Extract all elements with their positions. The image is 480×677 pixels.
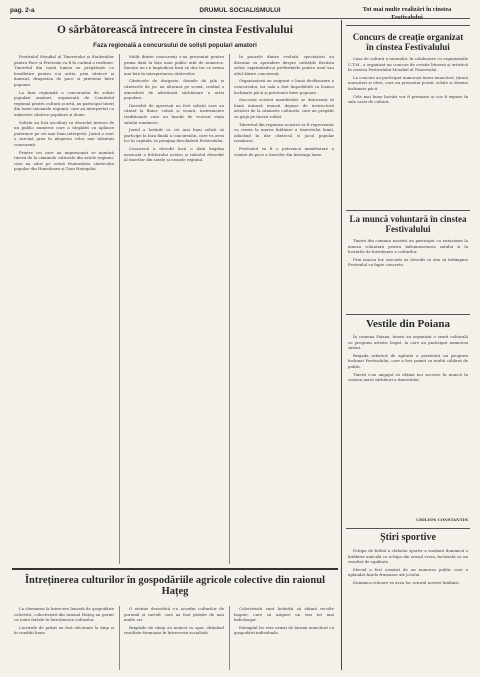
sidebar-article-1-body: Casa de cultură a raionului, în colaborare cu organizațiile U.T.M., a organizat un concurs de creație literară și artistică în cinstea Festivalului Mondial al Tineretului. La concurs au participat numeroși tineri muncitori, țărani muncitori și elevi, care au prezentat poezii, schițe și desene închinate păcii. Cele mai bune lucrări vor fi premiate și vor fi expuse în sala casei de cultură. — [348, 56, 468, 105]
sidebar-article-4-title: Știri sportive — [380, 532, 436, 543]
bottom-article-column-3: Colectiviștii sunt hotărâți să obțină recolte bogate, care să asigure un trai tot mai îmbelșugat. Exemplul lor este urmat de țăranii muncitori cu gospodării individuale. — [234, 606, 334, 636]
sidebar-article-1-title: Concurs de creație organizat în cinstea Festivalului — [352, 32, 464, 52]
bottom-article-column-2: O atenție deosebită s-a acordat culturilor de porumb și cartofi, care au fost prășite de mai multe ori. Brigăzile de câmp au muncit cu spor, obținând rezultate frumoase în întrecerea socialistă. — [124, 606, 224, 636]
column-divider — [119, 606, 120, 670]
sidebar-heading: Tot mai multe realizări în cinstea Festivalului — [362, 6, 452, 21]
newspaper-name: DRUMUL SOCIALISMULUI — [199, 7, 281, 14]
sidebar-rule — [346, 314, 470, 315]
bottom-article-title: Întreținerea culturilor în gospodăriile agricole colective din raionul Hațeg — [24, 575, 326, 597]
sidebar-article-3-title: Vestile din Poiana — [366, 318, 450, 330]
main-article-column-1: Festivalul Mondial al Tineretului și Studenților pentru Pace și Prietenie va fi în curând o realitate. Tineretul din toată lumea se pregătește cu însuflețire pentru a-și arăta, prin cântece și dansuri, dragostea de pace și prietenie între popoare. La faza regională a concursului de soliști populari amatori, organizată de Comitetul regional pentru cultură și artă, au participat tineri din toate raioanele regiunii, care au interpretat cu măiestrie cântece populare și doine. Soliștii au fost ascultați cu deosebit interes de un public numeros care a răsplătit cu aplauze puternice pe cei mai buni interpreți. Juriul a avut o sarcină grea în alegerea celor mai talentați concurenți. Printre cei care au impresionat se numără tinerii de la căminele culturale din satele regiunii, care au adus pe scenă frumusețea cântecului popular din Hunedoara și Țara Hațegului. — [14, 54, 114, 172]
sidebar-rule — [346, 528, 470, 529]
main-article-title: O sărbătorească întrecere în cinstea Festivalului — [56, 24, 294, 36]
main-article-subtitle: Faza regională a concursului de soliști populari amatori — [93, 42, 257, 49]
sidebar-divider — [341, 20, 342, 670]
sidebar-article-4-body: Echipa de fotbal a clubului sportiv a susținut duminică o întâlnire amicală cu echipa din orașul vecin, încheiată cu un rezultat de egalitate. Meciul a fost urmărit de un numeros public care a aplaudat fazele frumoase ale jocului. Duminica viitoare va avea loc returul acestei întâlniri. — [348, 548, 468, 585]
page-number: pag. 2-a — [10, 7, 35, 14]
main-article-column-3: În pauzele dintre evoluții, spectatorii au discutat cu aprindere despre calitățile fiecărui solist, exprimându-și preferințele pentru unul sau altul dintre concurenți. Organizatorii au asigurat o bună desfășurare a concursului, iar sala a fost împodobită cu lozinci închinate păcii și prieteniei între popoare. Succesul acestei manifestări se datorează în bună măsură muncii depuse de instructorii artistici de la căminele culturale, care au pregătit cu grijă pe tinerii soliști. Tineretul din regiunea noastră va fi reprezentat cu cinste la marea întâlnire a tineretului lumii, aducând în dar cântecul și jocul popular românesc. Festivalul va fi o puternică manifestare a voinței de pace a tinerilor din întreaga lume. — [234, 54, 334, 157]
sidebar-rule — [346, 210, 470, 211]
column-divider — [229, 54, 230, 564]
sidebar-article-3-body: În comuna Poiana, tinerii au organizat o seară culturală cu program artistic bogat, la care au participat numeroși săteni. Brigada artistică de agitație a prezentat un program închinat Festivalului, care a fost primit cu multă căldură de public. Tinerii s-au angajat să obțină noi succese în muncă în cinstea marii sărbători a tineretului. — [348, 334, 468, 383]
sidebar-rule — [346, 25, 470, 26]
section-rule — [12, 568, 338, 570]
sidebar-article-2-title: La muncă voluntară în cinstea Festivalului — [349, 214, 467, 234]
column-divider — [229, 606, 230, 670]
article-signature: CHILION CONSTANTIN — [416, 517, 468, 522]
bottom-article-column-1: La chemarea la întrecere lansată de gospodăria colectivă, colectiviștii din raionul Hațeg au pornit cu toate forțele la întreținerea culturilor. Lucrările de prășit au fost efectuate la timp și în condiții bune. — [14, 606, 114, 636]
column-divider — [119, 54, 120, 564]
sidebar-article-2-body: Tinerii din comuna noastră au participat cu entuziasm la munca voluntară pentru înfrumusețarea satului și la lucrările de întreținere a culturilor. Prin munca lor, uteciștii au dovedit că știu să întâmpine Festivalul cu fapte concrete. — [348, 238, 468, 268]
main-article-column-2: Mulți dintre concurenți s-au prezentat pentru prima dată în fața unui public atât de numeros. Emoția nu i-a împiedicat însă să dea tot ce aveau mai bun în interpretarea cântecelor. Cântecele de dragoste, doinele de jale și cântecele de joc au alternat pe scenă, creând o atmosferă de adevărată sărbătoare a artei populare. Deosebit de apreciați au fost soliștii care au cântat la fluier, cobză și vioară, instrumente tradiționale care au însoțit de veacuri viața satului românesc. Juriul a hotărât ca cei mai buni soliști să participe la faza finală a concursului, care va avea loc în capitală, în preajma deschiderii Festivalului. Concursul a dovedit încă o dată bogăția nesecată a folclorului nostru și talentul deosebit al tinerilor din satele și orașele regiunii. — [124, 54, 224, 163]
